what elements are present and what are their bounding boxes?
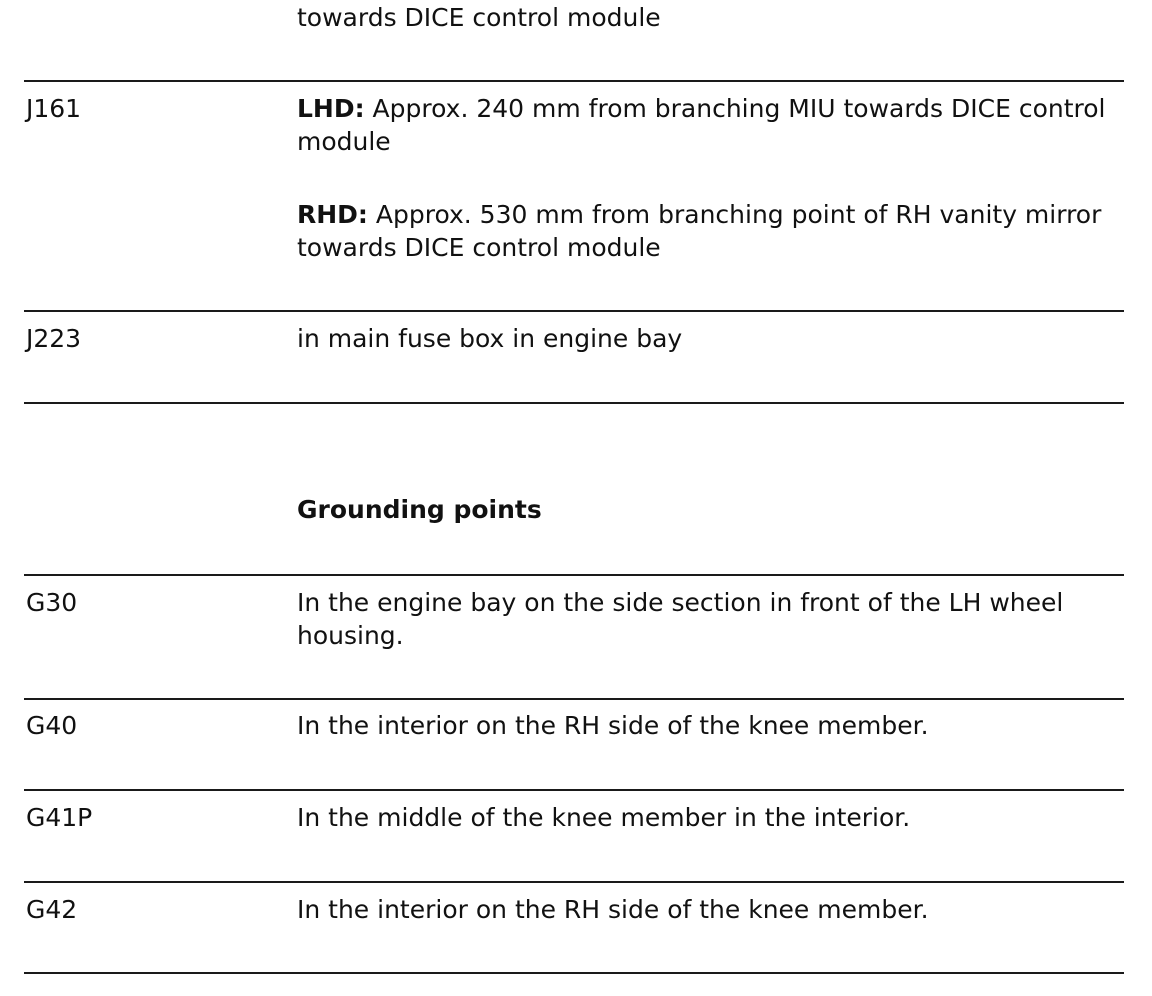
- grounding-description: In the engine bay on the side section in front of the LH wheel housing.: [297, 588, 1064, 650]
- table-divider: [24, 789, 1124, 791]
- rhd-label: RHD:: [297, 200, 368, 229]
- rhd-text: Approx. 530 mm from branching point of RH vanity mirror towards DICE control module: [297, 200, 1102, 262]
- grounding-code: G30: [26, 588, 78, 617]
- grounding-code: G41P: [26, 803, 93, 832]
- continuation-text: towards DICE control module: [297, 3, 661, 32]
- lhd-label: LHD:: [297, 94, 365, 123]
- lhd-text: Approx. 240 mm from branching MIU towards DICE control module: [297, 94, 1106, 156]
- table-divider: [24, 574, 1124, 576]
- grounding-code: G40: [26, 711, 78, 740]
- grounding-description: In the interior on the RH side of the knee member.: [297, 711, 929, 740]
- table-divider: [24, 881, 1124, 883]
- connector-description-rhd: [297, 198, 1117, 264]
- grounding-description: In the interior on the RH side of the knee member.: [297, 895, 929, 924]
- table-divider: [24, 972, 1124, 974]
- table-divider: [24, 80, 1124, 82]
- connector-code: J161: [26, 94, 82, 123]
- connector-description: in main fuse box in engine bay: [297, 324, 683, 353]
- grounding-code: G42: [26, 895, 78, 924]
- connector-code: J223: [26, 324, 82, 353]
- table-divider: [24, 310, 1124, 312]
- section-title: Grounding points: [297, 495, 542, 524]
- connector-description-lhd: [297, 92, 1117, 158]
- table-divider: [24, 402, 1124, 404]
- table-divider: [24, 698, 1124, 700]
- grounding-description: In the middle of the knee member in the interior.: [297, 803, 911, 832]
